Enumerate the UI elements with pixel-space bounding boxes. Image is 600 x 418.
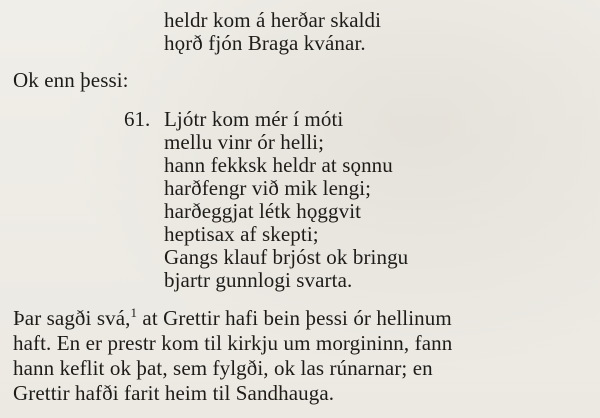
verse-line: harðfengr við mik lengi;	[164, 176, 372, 200]
footnote-marker[interactable]: 1	[130, 305, 138, 320]
verse-line: Gangs klauf brjóst ok bringu	[164, 245, 409, 269]
verse-line: heldr kom á herðar skaldi	[164, 8, 382, 32]
verse-line: mellu vinr ór helli;	[164, 130, 325, 154]
prose-line: Grettir hafði farit heim til Sandhauga.	[13, 381, 335, 405]
verse-line: Ljótr kom mér í móti	[164, 107, 344, 131]
prose-text: Þar sagði svá,	[13, 306, 131, 330]
verse-line: hǫrð fjón Braga kvánar.	[164, 31, 366, 55]
verse-line: heptisax af skepti;	[164, 222, 319, 246]
prose-text: at Grettir hafi bein þessi ór hellinum	[137, 306, 452, 330]
verse-line: harðeggjat létk hǫggvit	[164, 199, 362, 223]
stanza-number: 61.	[124, 107, 151, 131]
verse-line: hann fekksk heldr at sǫnnu	[164, 153, 393, 177]
prose-line: hann keflit ok þat, sem fylgði, ok las rúnarnar; en	[13, 356, 433, 380]
verse-line: bjartr gunnlogi svarta.	[164, 268, 353, 292]
intro-text: Ok enn þessi:	[13, 68, 129, 92]
prose-line	[13, 306, 452, 333]
prose-line: haft. En er prestr kom til kirkju um morgininn, fann	[13, 331, 453, 355]
